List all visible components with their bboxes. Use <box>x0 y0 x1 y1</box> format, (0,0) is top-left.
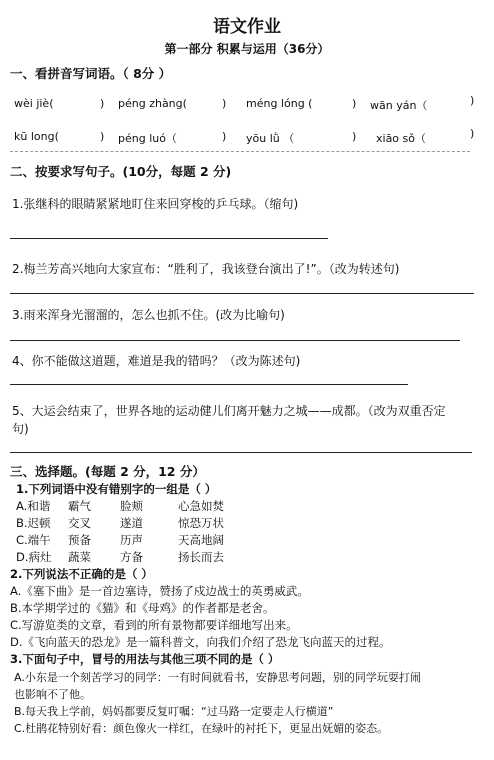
rewrite-question-4: 4、你不能做这道题，难道是我的错吗？（改为陈述句) <box>12 354 301 368</box>
mc2-option-c[interactable]: C.写游览类的文章，看到的所有景物都要详细地写出来。 <box>10 618 298 632</box>
pinyin-3: méng lóng ( <box>246 97 313 110</box>
page-subtitle: 第一部分 积累与运用（36分） <box>164 42 330 56</box>
answer-line-4[interactable] <box>10 384 408 385</box>
rewrite-question-2: 2.梅兰芳高兴地向大家宣布：“胜利了，我该登台演出了!”。（改为转述句) <box>12 262 400 276</box>
page-title: 语文作业 <box>213 17 281 37</box>
option-word: 预备 <box>68 533 91 547</box>
mc3-option-a-cont: 也影响不了他。 <box>14 688 91 701</box>
mc-question-1: 1.下列词语中没有错别字的一组是（ ） <box>16 482 217 496</box>
option-word: 方备 <box>120 550 143 564</box>
blank-close: ) <box>100 130 105 143</box>
pinyin-5: kū long( <box>14 130 59 143</box>
blank-close: ) <box>222 97 227 110</box>
pinyin-4: wān yán（ <box>370 99 428 112</box>
option-word: A.和谐 <box>16 499 51 513</box>
blank-close: ) <box>470 94 475 107</box>
pinyin-1: wèi jiè( <box>14 97 54 110</box>
rewrite-question-5-cont: 句) <box>12 422 29 436</box>
pinyin-8: xiāo sǒ（ <box>376 132 426 145</box>
option-word: C.端午 <box>16 533 51 547</box>
option-word: 遂道 <box>120 516 143 530</box>
blank-close: ) <box>100 97 105 110</box>
option-word: 扬长而去 <box>178 550 224 564</box>
blank-close: ) <box>352 130 357 143</box>
option-word: 惊恐万状 <box>178 516 224 530</box>
answer-line-1[interactable] <box>10 238 328 239</box>
answer-line-3[interactable] <box>10 340 460 341</box>
section1-heading: 一、看拼音写词语。（ 8分 ） <box>10 66 172 81</box>
option-word: 蔬菜 <box>68 550 91 564</box>
mc1-option-c[interactable] <box>16 532 224 548</box>
option-word: B.迟顿 <box>16 516 51 530</box>
mc3-option-a[interactable]: A.小东是一个刻苦学习的同学：一有时间就看书，安静思考问题，别的同学玩耍打闹 <box>14 671 421 684</box>
mc3-option-c[interactable]: C.杜鹃花特别好看：颜色像火一样红，在绿叶的衬托下，更显出妩媚的姿态。 <box>14 722 389 735</box>
pinyin-7: yōu lǜ （ <box>246 132 295 145</box>
mc2-option-d[interactable]: D.《飞向蓝天的恐龙》是一篇科普文，向我们介绍了恐龙飞向蓝天的过程。 <box>10 635 391 649</box>
answer-line-2[interactable] <box>10 293 474 294</box>
pinyin-6: péng luó（ <box>118 132 177 145</box>
blank-close: ) <box>470 127 475 140</box>
mc-question-2: 2.下列说法不正确的是（ ） <box>10 567 153 581</box>
mc3-option-b[interactable]: B.每天我上学前，妈妈都要反复叮嘱：“过马路一定要走人行横道” <box>14 705 334 718</box>
option-word: 历声 <box>120 533 143 547</box>
mc1-option-a[interactable] <box>16 498 224 514</box>
option-word: 交叉 <box>68 516 91 530</box>
rewrite-question-5: 5、大运会结束了，世界各地的运动健儿们离开魅力之城——成都。（改为双重否定 <box>12 404 446 418</box>
mc1-option-b[interactable] <box>16 515 224 531</box>
mc1-option-d[interactable] <box>16 549 224 565</box>
section2-heading: 二、按要求写句子。(10分，每题 2 分) <box>10 164 232 179</box>
mc-question-3: 3.下面句子中，冒号的用法与其他三项不同的是（ ） <box>10 652 280 666</box>
blank-close: ) <box>352 97 357 110</box>
option-word: 霸气 <box>68 499 91 513</box>
option-word: 心急如焚 <box>178 499 224 513</box>
mc2-option-a[interactable]: A.《塞下曲》是一首边塞诗，赞扬了戍边战士的英勇威武。 <box>10 584 309 598</box>
option-word: 天高地阔 <box>178 533 224 547</box>
rewrite-question-3: 3.雨来浑身光溜溜的，怎么也抓不住。(改为比喻句) <box>12 308 285 322</box>
rewrite-question-1: 1.张继科的眼睛紧紧地盯住来回穿梭的乒乓球。（缩句) <box>12 197 299 211</box>
option-word: 脸颊 <box>120 499 143 513</box>
divider <box>10 151 470 152</box>
blank-close: ) <box>222 130 227 143</box>
section3-heading: 三、选择题。(每题 2 分，12 分） <box>10 464 205 479</box>
option-word: D.病灶 <box>16 550 52 564</box>
answer-line-5[interactable] <box>10 452 472 453</box>
mc2-option-b[interactable]: B.本学期学过的《猫》和《母鸡》的作者都是老舍。 <box>10 601 275 615</box>
pinyin-2: péng zhàng( <box>118 97 187 110</box>
